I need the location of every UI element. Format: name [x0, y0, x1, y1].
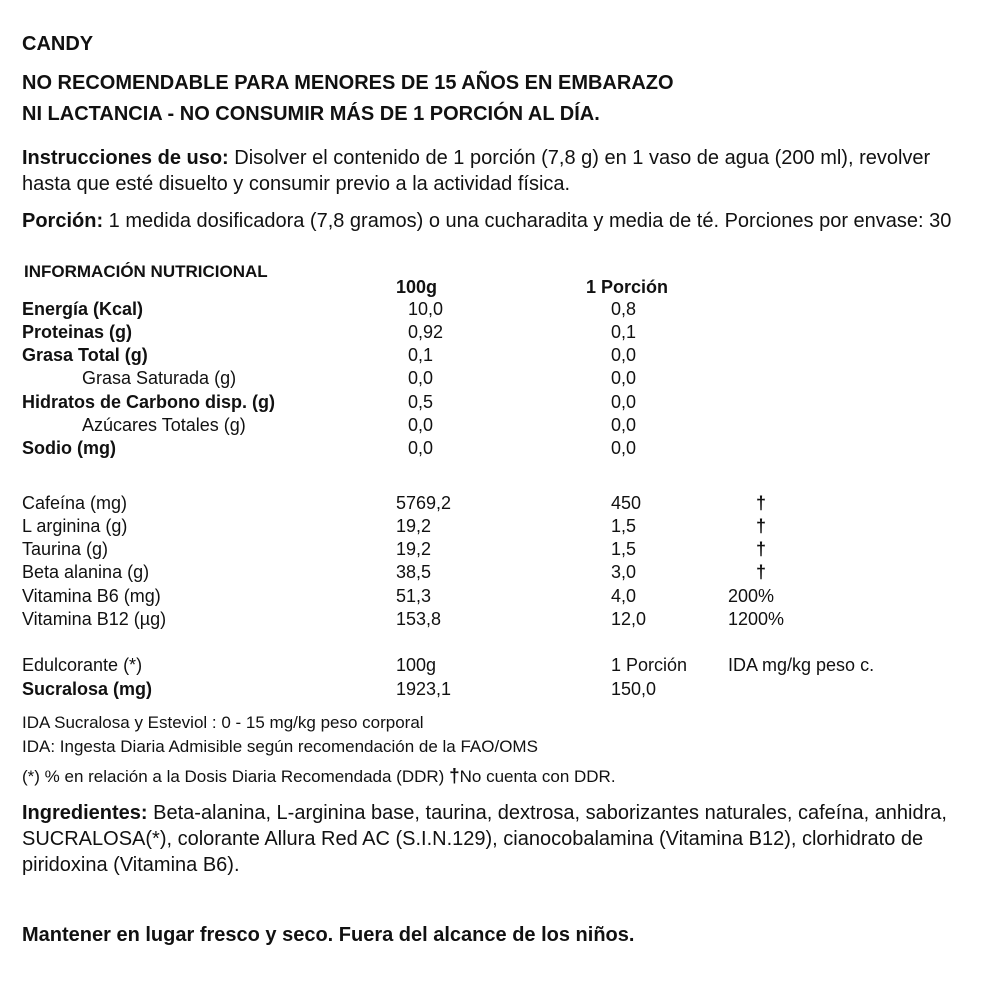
- value-100g: 100g: [396, 655, 437, 675]
- row-label: Energía (Kcal): [22, 299, 144, 319]
- value-portion: 1,5: [611, 516, 637, 536]
- note-ida-range: IDA Sucralosa y Esteviol : 0 - 15 mg/kg peso corporal: [22, 713, 424, 732]
- sweetener-header-row: [0, 655, 1000, 678]
- value-100g: 38,5: [396, 562, 432, 582]
- value-100g: 0,92: [408, 322, 444, 342]
- sweetener-row-sucralosa: [0, 679, 1000, 702]
- value-portion: 1,5: [611, 539, 637, 559]
- ingredients-text: Beta-alanina, L-arginina base, taurina, dextrosa, saborizantes naturales, cafeína, anhidra, SUCRALOSA(*), colorante Allura Red AC (S.I.N.129), cianocobalamina (Vitamina B12), clorhidrato de piridoxina (Vitamina B6).: [22, 802, 947, 876]
- dagger-icon: †: [756, 493, 767, 513]
- value-portion: 0,8: [611, 299, 637, 319]
- nutrition-row-hidratos: [0, 392, 1000, 415]
- nutrition-row-azucares: [0, 415, 1000, 438]
- ddr-note-end: No cuenta con DDR.: [459, 767, 616, 786]
- value-ddr: 200%: [728, 586, 775, 606]
- column-header-100g: 100g: [396, 277, 438, 297]
- ingredients-label: Ingredientes:: [22, 802, 148, 824]
- component-row-taurina: [0, 539, 1000, 562]
- value-portion: 450: [611, 493, 642, 513]
- nutrition-row-grasa-total: [0, 345, 1000, 368]
- row-label: Hidratos de Carbono disp. (g): [22, 392, 276, 412]
- value-100g: 0,0: [408, 438, 434, 458]
- component-row-l-arginina: [0, 516, 1000, 539]
- dagger-icon: †: [449, 766, 460, 787]
- row-label: Taurina (g): [22, 539, 109, 559]
- value-100g: 19,2: [396, 539, 432, 559]
- value-100g: 10,0: [408, 299, 444, 319]
- warning-line-1: NO RECOMENDABLE PARA MENORES DE 15 AÑOS EN EMBARAZO: [22, 72, 674, 94]
- value-portion: 150,0: [611, 679, 657, 699]
- instructions-paragraph: [22, 145, 982, 197]
- value-portion: 0,0: [611, 438, 637, 458]
- row-label: Sucralosa (mg): [22, 679, 153, 699]
- value-100g: 0,1: [408, 345, 434, 365]
- row-label: Cafeína (mg): [22, 493, 128, 513]
- row-label: Vitamina B6 (mg): [22, 586, 161, 606]
- nutrition-row-grasa-saturada: [0, 368, 1000, 391]
- value-100g: 51,3: [396, 586, 432, 606]
- instructions-text: Disolver el contenido de 1 porción (7,8 g) en 1 vaso de agua (200 ml), revolver hasta que esté disuelto y consumir previo a la actividad física.: [22, 147, 931, 195]
- brand-title: CANDY: [22, 33, 94, 55]
- value-100g: 19,2: [396, 516, 432, 536]
- warning-line-2: NI LACTANCIA - NO CONSUMIR MÁS DE 1 PORCIÓN AL DÍA.: [22, 103, 600, 125]
- nutrition-heading: INFORMACIÓN NUTRICIONAL: [24, 262, 268, 281]
- storage-warning: Mantener en lugar fresco y seco. Fuera del alcance de los niños.: [22, 924, 635, 946]
- value-portion: 1 Porción: [611, 655, 688, 675]
- nutrition-row-proteinas: [0, 322, 1000, 345]
- value-100g: 1923,1: [396, 679, 452, 699]
- dagger-icon: †: [756, 539, 767, 559]
- component-row-vitamina-b12: [0, 609, 1000, 632]
- row-label: Grasa Saturada (g): [82, 368, 237, 388]
- nutrition-row-energia: [0, 299, 1000, 322]
- value-portion: 0,0: [611, 392, 637, 412]
- ddr-note-text: (*) % en relación a la Dosis Diaria Recomendada (DDR): [22, 767, 450, 786]
- value-100g: 0,0: [408, 415, 434, 435]
- row-label: Azúcares Totales (g): [82, 415, 246, 435]
- nutrition-row-sodio: [0, 438, 1000, 461]
- component-row-cafeina: [0, 493, 1000, 516]
- row-label: Beta alanina (g): [22, 562, 150, 582]
- portion-text: 1 medida dosificadora (7,8 gramos) o una cucharadita y media de té. Porciones por envase: 30: [103, 210, 952, 232]
- value-portion: 0,0: [611, 415, 637, 435]
- instructions-label: Instrucciones de uso:: [22, 147, 229, 169]
- row-label: Edulcorante (*): [22, 655, 143, 675]
- value-ida: IDA mg/kg peso c.: [728, 655, 875, 675]
- note-ddr: [22, 766, 616, 788]
- column-header-portion: 1 Porción: [586, 277, 669, 297]
- component-row-vitamina-b6: [0, 586, 1000, 609]
- value-portion: 0,0: [611, 345, 637, 365]
- component-row-beta-alanina: [0, 562, 1000, 585]
- dagger-icon: †: [756, 562, 767, 582]
- portion-label: Porción:: [22, 210, 104, 232]
- row-label: Grasa Total (g): [22, 345, 148, 365]
- value-portion: 0,1: [611, 322, 637, 342]
- note-ida-definition: IDA: Ingesta Diaria Admisible según recomendación de la FAO/OMS: [22, 737, 538, 756]
- value-100g: 0,5: [408, 392, 434, 412]
- value-portion: 0,0: [611, 368, 637, 388]
- dagger-icon: †: [756, 516, 767, 536]
- value-100g: 153,8: [396, 609, 442, 629]
- portion-paragraph: [22, 205, 982, 237]
- row-label: L arginina (g): [22, 516, 128, 536]
- ingredients-paragraph: [22, 800, 972, 878]
- row-label: Vitamina B12 (µg): [22, 609, 167, 629]
- row-label: Sodio (mg): [22, 438, 116, 458]
- value-100g: 5769,2: [396, 493, 452, 513]
- value-ddr: 1200%: [728, 609, 785, 629]
- value-100g: 0,0: [408, 368, 434, 388]
- value-portion: 12,0: [611, 609, 647, 629]
- value-portion: 3,0: [611, 562, 637, 582]
- row-label: Proteinas (g): [22, 322, 133, 342]
- value-portion: 4,0: [611, 586, 637, 606]
